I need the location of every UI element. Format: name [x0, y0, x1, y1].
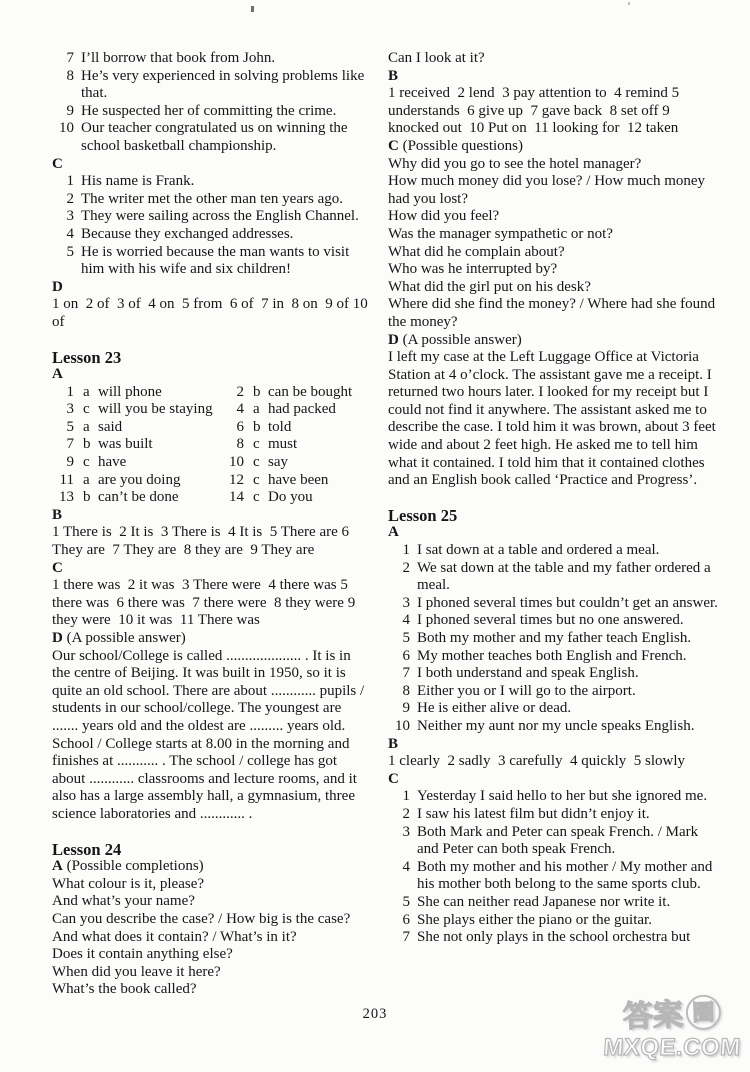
list-item-text: I phoned several times but couldn’t get an answer.: [417, 594, 718, 611]
list-item-number: 9: [66, 102, 74, 119]
section-label: [52, 507, 370, 525]
answer-letter: b: [253, 418, 261, 435]
answer-paragraph: When did you leave it here?: [52, 963, 221, 980]
watermark-logo: [595, 993, 748, 1036]
list-item-text: Yesterday I said hello to her but she ignored me.: [417, 788, 708, 805]
list-item: [388, 929, 718, 947]
answer-letter: c: [83, 401, 90, 418]
answer-paragraph: Can I look at it?: [388, 50, 485, 66]
answer-letter: c: [83, 454, 90, 471]
answer-paragraph: 1 clearly 2 sadly 3 carefully 4 quickly 5 slowly: [388, 753, 686, 770]
section-letter: D: [52, 278, 63, 295]
list-item-text: She plays either the piano or the guitar.: [417, 911, 652, 928]
answer-paragraph: Who was he interrupted by?: [388, 261, 558, 278]
answer-paragraph: I left my case at the Left Luggage Office at Victoria Station at 4 o’clock. The assistant gave me a receipt. I returned two hours later. I looked for my receipt but I could not find it anywhere. The assistant asked me to describe the case. I told him it was brown, about 3 feet wide and about 2 feet high. He asked me to tell him what it contained. I told him that it contained clothes and an English book called ‘Practice and Progress’.: [388, 349, 716, 489]
answer-letter: b: [253, 383, 261, 400]
answer-letter: a: [83, 471, 90, 488]
list-item-number: 4: [402, 612, 410, 629]
answer-paragraph: Our school/College is called .................... . It is in the centre of Beijing. It was built in 1950, so it is quite an old school. There are about ............ pupils / students in our school/college. The youngest are ....... years old and the oldest are ......... years old. School / College starts at 8.00 in the morning and finishes at ........... . The school / college has got about ............ classrooms and lecture rooms, and it also has a large assembly hall, a gymnasium, three science laboratories and ............ .: [52, 647, 365, 822]
section-label-note: (Possible completions): [62, 858, 204, 875]
list-item-number: 8: [402, 682, 410, 699]
section-letter: A: [52, 366, 63, 383]
answer-paragraph: What’s the book called?: [52, 981, 197, 998]
answer-number: 9: [66, 454, 74, 471]
list-item-number: 4: [402, 858, 410, 875]
list-item-text: She can neither read Japanese nor write it.: [417, 893, 671, 910]
list-item-text: Either you or I will go to the airport.: [417, 682, 636, 699]
list-item-number: 2: [402, 805, 410, 822]
list-item-text: My mother teaches both English and French.: [417, 647, 687, 664]
section-label: [52, 630, 370, 648]
answer-paragraph: Why did you go to see the hotel manager?: [388, 155, 642, 172]
answer-number: 6: [236, 418, 244, 435]
section-label: [52, 560, 370, 578]
list-item-number: 5: [402, 893, 410, 910]
lesson-heading: Lesson 24: [52, 839, 122, 859]
watermark: [596, 996, 748, 1062]
section-letter: B: [388, 67, 399, 84]
list-item: [388, 700, 718, 718]
answer-number: 2: [236, 383, 244, 400]
list-item-number: 3: [402, 823, 410, 840]
answer-letter: a: [83, 418, 90, 435]
answer-paragraph: What did he complain about?: [388, 243, 565, 260]
answer-paragraph: How did you feel?: [388, 208, 500, 225]
list-item: [388, 894, 718, 912]
section-letter: D: [52, 630, 63, 646]
section-label: [388, 736, 718, 754]
answer-paragraph: 1 there was 2 it was 3 There were 4 there was 5 there was 6 there was 7 there were 8 they were 9 they were 10 it was 11 There was: [52, 577, 359, 629]
list-item-text: I sat down at a table and ordered a meal.: [417, 542, 660, 559]
list-item: [52, 208, 370, 226]
answer-text: must: [268, 436, 298, 453]
lesson-heading: Lesson 25: [388, 505, 458, 525]
answer-text: will phone: [98, 383, 162, 400]
list-item-number: 5: [402, 630, 410, 646]
answer-paragraph: 1 received 2 lend 3 pay attention to 4 remind 5 understands 6 give up 7 gave back 8 set off 9 knocked out 10 Put on 11 looking for 12 taken: [388, 85, 683, 137]
answer-text: had packed: [268, 401, 336, 418]
list-item: [52, 68, 370, 103]
list-item-number: 5: [66, 243, 74, 260]
answer-letter: a: [253, 401, 260, 418]
section-label: [388, 68, 718, 86]
section-label: [52, 366, 370, 384]
answer-text: are you doing: [98, 471, 181, 488]
list-item-number: 7: [402, 665, 410, 682]
left-column: [52, 50, 370, 999]
answer-paragraph: Was the manager sympathetic or not?: [388, 225, 613, 242]
section-letter: D: [388, 331, 399, 348]
answer-number: 10: [229, 454, 244, 471]
list-item-text: Both Mark and Peter can speak French. / Mark and Peter can both speak French.: [417, 823, 699, 858]
answer-text: was built: [98, 436, 153, 453]
answer-text: have: [98, 454, 127, 471]
list-item-number: 6: [402, 647, 410, 664]
list-item-text: I’ll borrow that book from John.: [81, 50, 276, 66]
list-item-text: I both understand and speak English.: [417, 665, 639, 682]
answer-letter: c: [253, 489, 260, 506]
answer-text: said: [98, 418, 123, 435]
page-number: 203: [362, 1006, 388, 1022]
list-item: [388, 542, 718, 560]
section-letter: B: [388, 735, 399, 752]
list-item-number: 4: [66, 225, 74, 242]
list-item: [388, 648, 718, 666]
answer-paragraph: What colour is it, please?: [52, 875, 205, 892]
list-item-number: 1: [402, 788, 410, 805]
right-column: [388, 50, 718, 947]
section-letter: C: [388, 770, 399, 787]
answer-text: have been: [268, 471, 329, 488]
watermark-logo-text: 答案: [622, 998, 684, 1034]
answer-letter: b: [83, 436, 91, 453]
list-item: [388, 718, 718, 736]
list-item-text: He’s very experienced in solving problems like that.: [81, 67, 365, 102]
section-label: [388, 138, 718, 156]
list-item: [52, 50, 370, 68]
answer-text: can be bought: [268, 383, 353, 400]
list-item-number: 8: [66, 67, 74, 84]
answer-number: 11: [59, 471, 74, 488]
list-item: [388, 859, 718, 894]
section-label: [388, 332, 718, 350]
list-item: [52, 244, 370, 279]
list-item-text: Both my mother and my father teach English.: [417, 630, 692, 646]
answer-text: told: [268, 418, 292, 435]
answer-number: 1: [66, 383, 74, 400]
list-item-text: Our teacher congratulated us on winning the school basketball championship.: [81, 120, 348, 154]
list-item-number: 1: [402, 542, 410, 559]
scan-speck: [251, 6, 254, 12]
answer-paragraph: And what’s your name?: [52, 893, 195, 910]
answer-number: 7: [66, 436, 74, 453]
section-letter: C: [52, 559, 63, 576]
list-item-text: We sat down at the table and my father ordered a meal.: [417, 559, 711, 594]
list-item: [388, 595, 718, 613]
answer-number: 4: [236, 401, 244, 418]
section-label: [52, 858, 370, 876]
list-item-number: 10: [59, 120, 74, 137]
answer-letter: c: [253, 436, 260, 453]
section-label-note: (A possible answer): [62, 630, 186, 646]
answer-paragraph: 1 There is 2 It is 3 There is 4 It is 5 There are 6 They are 7 They are 8 they are 9 They are: [52, 524, 353, 559]
list-item-text: He is either alive or dead.: [417, 700, 572, 717]
answer-number: 13: [59, 489, 74, 506]
list-item-text: He is worried because the man wants to visit him with his wife and six children!: [81, 243, 350, 278]
answer-table: [52, 384, 370, 507]
answer-paragraph: 1 on 2 of 3 of 4 on 5 from 6 of 7 in 8 on 9 of 10 of: [52, 296, 372, 330]
list-item-number: 3: [402, 594, 410, 611]
list-item-text: She not only plays in the school orchestra but: [417, 929, 691, 946]
list-item-text: Neither my aunt nor my uncle speaks English.: [417, 717, 695, 734]
list-item: [388, 806, 718, 824]
section-label: [52, 279, 370, 297]
list-item: [52, 120, 370, 155]
section-label-note: (A possible answer): [398, 331, 522, 348]
list-item: [52, 173, 370, 191]
list-item-text: They were sailing across the English Channel.: [81, 208, 359, 225]
answer-paragraph: How much money did you lose? / How much money had you lost?: [388, 173, 706, 207]
answer-paragraph: Can you describe the case? / How big is the case?: [52, 910, 351, 927]
answer-paragraph: Does it contain anything else?: [52, 946, 233, 963]
list-item-text: He suspected her of committing the crime.: [81, 102, 337, 119]
list-item-text: Because they exchanged addresses.: [81, 225, 294, 242]
answer-text: can’t be done: [98, 489, 179, 506]
list-item-number: 2: [66, 190, 74, 207]
list-item: [388, 788, 718, 806]
list-item: [388, 912, 718, 930]
answer-paragraph: What did the girl put on his desk?: [388, 278, 591, 295]
answer-letter: a: [83, 383, 90, 400]
list-item-text: His name is Frank.: [81, 173, 195, 190]
list-item: [52, 226, 370, 244]
list-item: [388, 824, 718, 859]
answer-letter: c: [253, 471, 260, 488]
list-item-text: The writer met the other man ten years ago.: [81, 190, 343, 207]
list-item-text: Both my mother and his mother / My mother and his mother both belong to the same sports club.: [417, 858, 713, 893]
answer-letter: b: [83, 489, 91, 506]
answer-number: 5: [66, 418, 74, 435]
section-letter: A: [52, 858, 63, 875]
list-item: [52, 103, 370, 121]
answer-paragraph: And what does it contain? / What’s in it?: [52, 928, 297, 945]
section-label: [52, 156, 370, 174]
answer-text: will you be staying: [98, 401, 213, 418]
scan-speck: [628, 2, 630, 5]
list-item: [388, 665, 718, 683]
list-item-number: 7: [402, 929, 410, 946]
lesson-heading: Lesson 23: [52, 347, 122, 367]
list-item: [52, 191, 370, 209]
section-letter: C: [52, 155, 63, 172]
section-label-note: (Possible questions): [398, 137, 524, 154]
answer-paragraph: Where did she find the money? / Where had she found the money?: [388, 296, 716, 330]
answer-number: 8: [236, 436, 244, 453]
list-item: [388, 612, 718, 630]
list-item-number: 10: [395, 717, 410, 734]
list-item: [388, 630, 718, 648]
section-letter: A: [388, 524, 399, 541]
list-item: [388, 683, 718, 701]
watermark-site: MXQE.COM: [602, 1034, 742, 1061]
answer-number: 12: [229, 471, 244, 488]
section-letter: C: [388, 137, 399, 154]
list-item-number: 6: [402, 911, 410, 928]
list-item-number: 2: [402, 559, 410, 576]
watermark-circle-char: 圈: [685, 994, 721, 1030]
answer-number: 3: [66, 401, 74, 418]
list-item-number: 3: [66, 208, 74, 225]
list-item-number: 7: [66, 50, 74, 66]
list-item: [388, 560, 718, 595]
list-item-text: I phoned several times but no one answered.: [417, 612, 684, 629]
section-label: [388, 771, 718, 789]
answer-letter: c: [253, 454, 260, 471]
answer-number: 14: [229, 489, 244, 506]
section-letter: B: [52, 506, 63, 523]
list-item-number: 9: [402, 700, 410, 717]
answer-text: Do you: [268, 489, 313, 506]
list-item-number: 1: [66, 173, 74, 190]
section-label: [388, 524, 718, 542]
list-item-text: I saw his latest film but didn’t enjoy it.: [417, 805, 650, 822]
answer-text: say: [268, 454, 288, 471]
